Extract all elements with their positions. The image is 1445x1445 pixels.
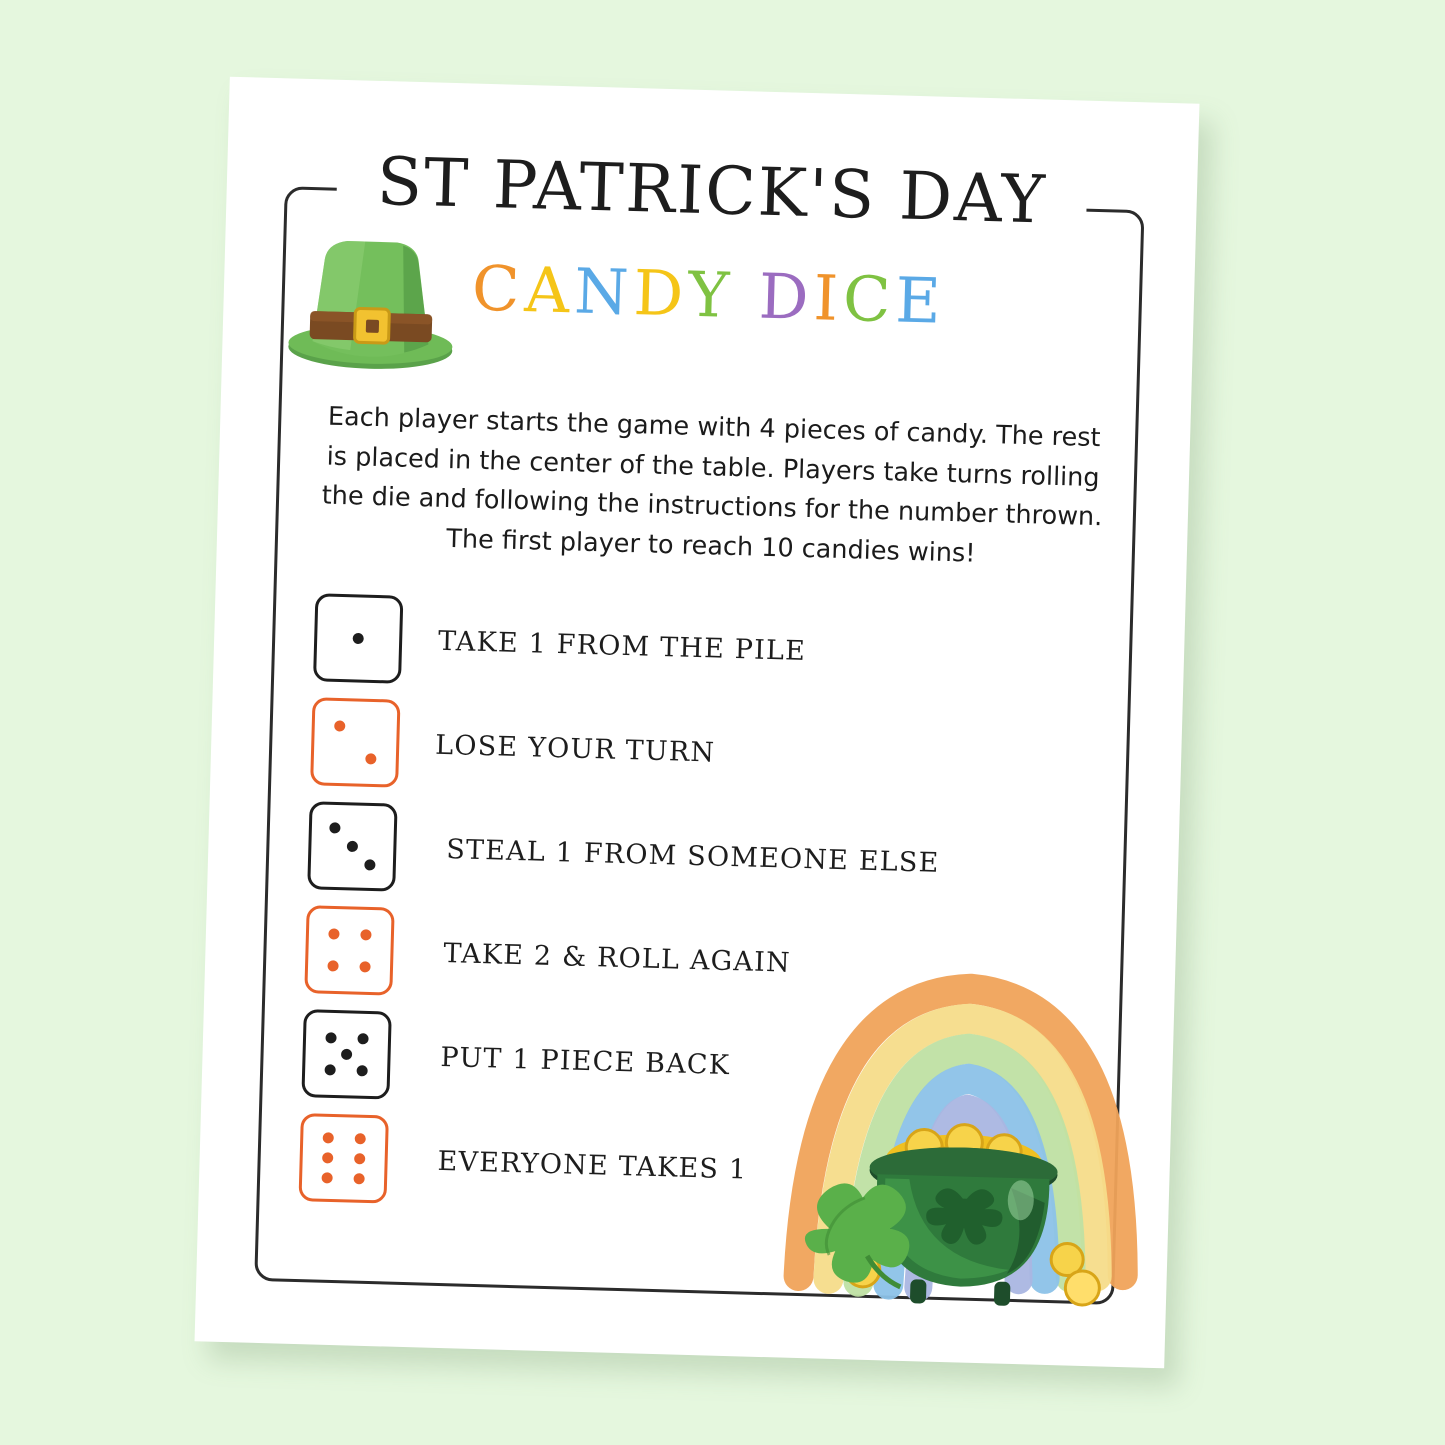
die-pip [321,1172,332,1183]
die-pip [355,1133,366,1144]
subtitle-letter: A [523,253,576,328]
page-title: ST PATRICK'S DAY [375,142,1048,239]
rule-label: STEAL 1 FROM SOMEONE ELSE [445,833,940,879]
subtitle-letter: D [632,256,690,331]
die-pip [358,1033,369,1044]
rainbow-pot-of-gold-icon [770,875,1162,1315]
rule-label: TAKE 1 FROM THE PILE [437,625,807,667]
die-face-1-icon [313,593,403,683]
subtitle-letter: C [842,261,897,337]
die-pip [347,841,358,852]
rule-row [313,591,1055,704]
subtitle-letter [733,259,760,333]
rule-row [310,695,1052,808]
rule-label: EVERYONE TAKES 1 [437,1145,748,1186]
die-pip [361,929,372,940]
die-pip [334,720,345,731]
die-pip [322,1152,333,1163]
die-face-3-icon [307,801,397,891]
die-pip [357,1066,368,1077]
die-face-6-icon [298,1113,388,1203]
die-pip [341,1049,352,1060]
subtitle-letter: D [757,259,815,335]
die-pip [353,633,364,644]
rule-label: PUT 1 PIECE BACK [440,1041,731,1081]
rule-label: TAKE 2 & ROLL AGAIN [443,937,792,979]
subtitle-letter: E [894,263,947,338]
subtitle-letter: I [812,261,845,335]
die-pip [322,1133,333,1144]
subtitle-letter: Y [687,257,736,332]
subtitle-letter: C [471,251,526,327]
instructions-paragraph: Each player starts the game with 4 pieces of candy. The rest is placed in the center of the table. Players take turns rolling the die and following the instructions for the number thrown. The first player to reach 10 candies wins! [321,401,1103,569]
die-pip [354,1153,365,1164]
die-pip [327,961,338,972]
die-pip [360,962,371,973]
subtitle-letter: N [573,254,635,330]
printable-sheet [195,77,1200,1369]
die-pip [364,859,375,870]
die-face-2-icon [310,697,400,787]
rule-label: LOSE YOUR TURN [434,729,716,769]
die-pip [354,1173,365,1184]
die-face-4-icon [304,905,394,995]
die-face-5-icon [301,1009,391,1099]
die-pip [325,1032,336,1043]
die-pip [329,822,340,833]
die-pip [328,928,339,939]
die-pip [366,754,377,765]
die-pip [324,1065,335,1076]
